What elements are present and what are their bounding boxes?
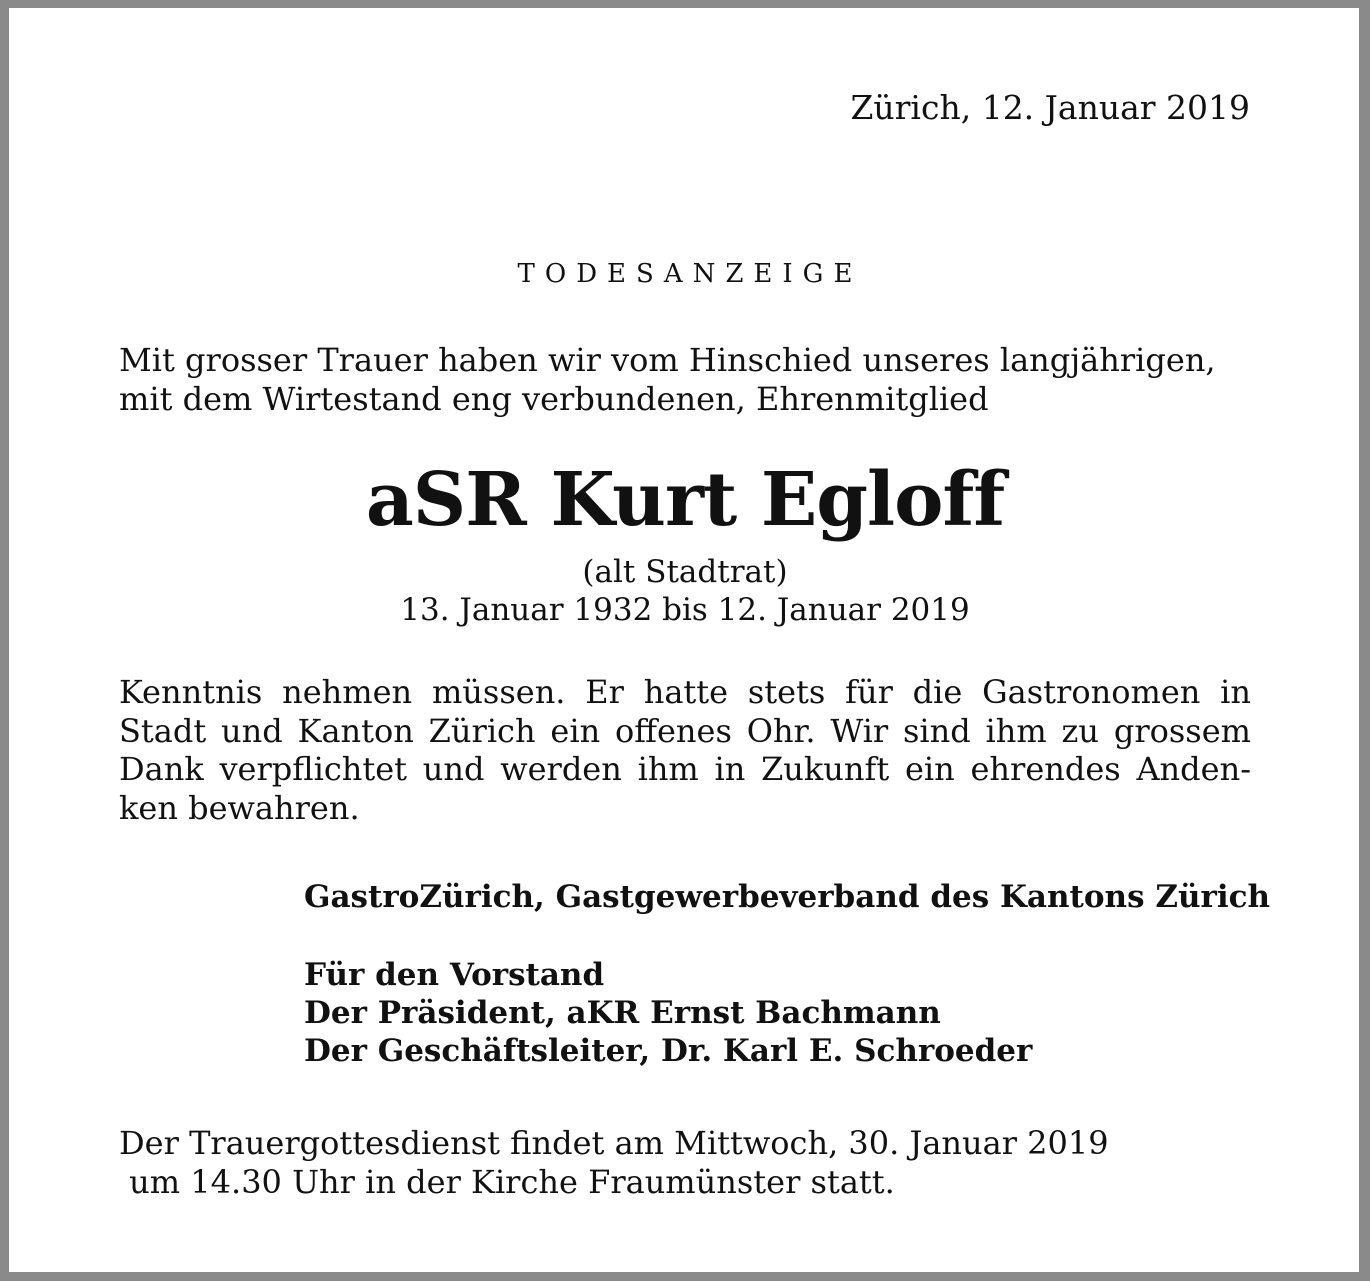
deceased-title: (alt Stadtrat) — [582, 554, 788, 590]
funeral-service-info — [119, 1124, 1109, 1201]
organization-name: GastroZürich, Gastgewerbeverband des Kantons Zürich — [304, 879, 1271, 915]
body-line: Kenntnis nehmen müssen. Er hatte stets für die Gastronomen in — [119, 673, 1251, 711]
deceased-name: aSR Kurt Egloff — [365, 457, 1005, 543]
body-line: ken bewahren. — [119, 788, 360, 827]
service-line: Der Trauergottesdienst findet am Mittwoch, 30. Januar 2019 — [119, 1124, 1109, 1162]
signatory-managing-director: Der Geschäftsleiter, Dr. Karl E. Schroeder — [304, 1033, 1033, 1069]
service-line: um 14.30 Uhr in der Kirche Fraumünster statt. — [119, 1162, 895, 1201]
deceased-lifespan: 13. Januar 1932 bis 12. Januar 2019 — [400, 592, 970, 628]
body-line: Stadt und Kanton Zürich ein offenes Ohr. Wir sind ihm zu grossem — [119, 711, 1251, 750]
notice-date: Zürich, 12. Januar 2019 — [850, 88, 1250, 127]
body-line: Dank verpflichtet und werden ihm in Zukunft ein ehrendes Anden- — [119, 750, 1251, 788]
notice-heading: TODESANZEIGE — [517, 259, 863, 289]
body-paragraph — [119, 673, 1251, 827]
signatory-board: Für den Vorstand — [304, 957, 605, 993]
intro-line: Mit grosser Trauer haben wir vom Hinschied unseres langjährigen, — [119, 341, 1216, 379]
signatory-president: Der Präsident, aKR Ernst Bachmann — [304, 995, 941, 1031]
intro-line: mit dem Wirtestand eng verbundenen, Ehrenmitglied — [119, 379, 989, 418]
intro-paragraph — [119, 341, 1251, 418]
